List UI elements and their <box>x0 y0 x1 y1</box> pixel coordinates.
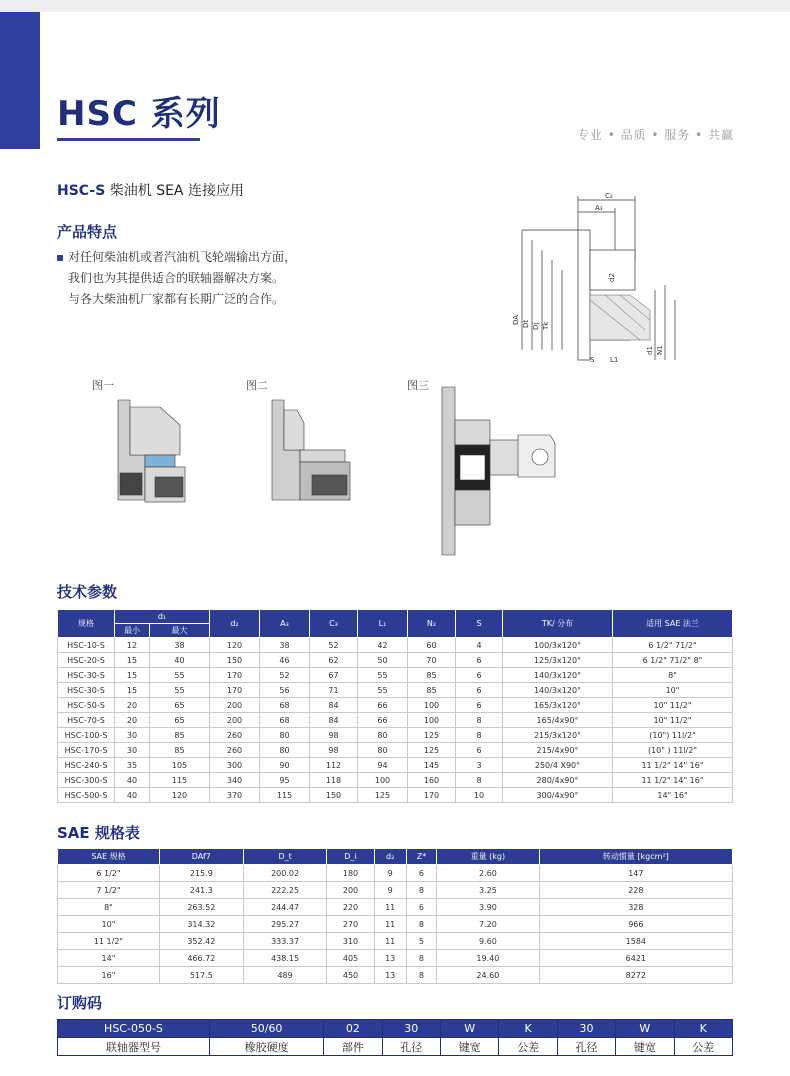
th-tk: TK/ 分布 <box>503 610 613 638</box>
table-cell: 11 <box>374 933 406 950</box>
label-s: S <box>590 356 595 364</box>
subtitle-text: 柴油机 SEA 连接应用 <box>109 183 244 199</box>
table-cell: 14" <box>58 950 160 967</box>
table-cell: 38 <box>150 638 210 653</box>
table-cell: 80 <box>358 728 408 743</box>
table-cell: 68 <box>260 713 310 728</box>
table-cell: 100 <box>358 773 408 788</box>
table-cell: 200 <box>327 882 374 899</box>
top-bar <box>0 0 790 12</box>
table-cell: 3.90 <box>437 899 540 916</box>
table-cell: 52 <box>310 638 358 653</box>
table-cell: 10" <box>58 916 160 933</box>
table-cell: 6421 <box>539 950 732 967</box>
table-cell: 12 <box>115 638 150 653</box>
table-header-cell: d₂ <box>374 849 406 865</box>
table-row <box>58 653 733 668</box>
table-cell: 80 <box>358 743 408 758</box>
th-model: 规格 <box>58 610 115 638</box>
table-cell: 20 <box>115 698 150 713</box>
table-cell: 2.60 <box>437 865 540 882</box>
table-cell: 328 <box>539 899 732 916</box>
table-cell: 65 <box>150 713 210 728</box>
table-cell: 215/3x120° <box>503 728 613 743</box>
order-code-cell: 30 <box>382 1020 440 1038</box>
table-cell: 13 <box>374 950 406 967</box>
label-a3: A₃ <box>595 204 603 212</box>
table-cell: 215.9 <box>159 865 243 882</box>
table-cell: 100 <box>408 698 456 713</box>
table-cell: 105 <box>150 758 210 773</box>
table-cell: 7 1/2" <box>58 882 160 899</box>
table-header-cell: D_i <box>327 849 374 865</box>
table-cell: 300 <box>210 758 260 773</box>
table-row <box>58 758 733 773</box>
table-cell: 241.3 <box>159 882 243 899</box>
table-cell: 98 <box>310 728 358 743</box>
table-cell: 20 <box>115 713 150 728</box>
table-cell: 11 <box>374 916 406 933</box>
th-l1: L₁ <box>358 610 408 638</box>
table-cell: 6 <box>406 899 436 916</box>
label-l1: L1 <box>610 356 619 364</box>
table-cell: HSC-20-S <box>58 653 115 668</box>
table-cell: 7.20 <box>437 916 540 933</box>
table-header-cell: DAf7 <box>159 849 243 865</box>
table-row <box>58 950 733 967</box>
table-cell: 6 <box>456 668 503 683</box>
table-cell: 220 <box>327 899 374 916</box>
th-a3: A₃ <box>260 610 310 638</box>
table-cell: 8" <box>58 899 160 916</box>
table-cell: 98 <box>310 743 358 758</box>
figure-3-drawing <box>430 385 570 560</box>
table-row <box>58 865 733 882</box>
sae-table <box>57 848 733 984</box>
order-label-cell: 公差 <box>674 1038 732 1056</box>
table-cell: 450 <box>327 967 374 984</box>
series-title: HSC 系列 <box>57 94 221 134</box>
order-heading: 订购码 <box>57 994 103 1012</box>
table-cell: 263.52 <box>159 899 243 916</box>
tech-heading: 技术参数 <box>57 583 118 601</box>
subtitle <box>57 180 244 200</box>
table-cell: 62 <box>310 653 358 668</box>
table-cell: 165/3x120° <box>503 698 613 713</box>
table-cell: 11 1/2" 14" 16" <box>613 758 733 773</box>
feature-line: 与各大柴油机厂家都有长期广泛的合作。 <box>68 292 285 306</box>
table-cell: 120 <box>210 638 260 653</box>
table-cell: 60 <box>408 638 456 653</box>
table-cell: 8 <box>456 713 503 728</box>
table-cell: 115 <box>260 788 310 803</box>
table-cell: 6 <box>456 698 503 713</box>
table-cell: HSC-10-S <box>58 638 115 653</box>
table-cell: 30 <box>115 743 150 758</box>
order-label-cell: 孔径 <box>382 1038 440 1056</box>
table-row <box>58 698 733 713</box>
table-row <box>58 668 733 683</box>
table-cell: 115 <box>150 773 210 788</box>
table-cell: 42 <box>358 638 408 653</box>
table-cell: 3 <box>456 758 503 773</box>
table-cell: 517.5 <box>159 967 243 984</box>
table-cell: 200 <box>210 698 260 713</box>
table-cell: 15 <box>115 683 150 698</box>
figure-2-label: 图二 <box>246 379 268 392</box>
table-cell: 125 <box>408 743 456 758</box>
table-cell: HSC-100-S <box>58 728 115 743</box>
bullet-icon <box>57 255 63 261</box>
figure-2-drawing <box>262 395 362 510</box>
table-cell: 85 <box>150 743 210 758</box>
table-cell: 120 <box>150 788 210 803</box>
table-cell: 10" 11/2" <box>613 698 733 713</box>
table-cell: 4 <box>456 638 503 653</box>
th-d1: d₁ <box>115 610 210 624</box>
th-s: S <box>456 610 503 638</box>
table-cell: 314.32 <box>159 916 243 933</box>
th-d2: d₂ <box>210 610 260 638</box>
label-c3: C₃ <box>605 192 613 200</box>
table-cell: 489 <box>243 967 327 984</box>
table-cell: 9.60 <box>437 933 540 950</box>
tech-table <box>57 609 733 803</box>
table-cell: 10" 11/2" <box>613 713 733 728</box>
table-cell: 215/4x90° <box>503 743 613 758</box>
table-cell: HSC-70-S <box>58 713 115 728</box>
table-cell: 150 <box>210 653 260 668</box>
order-label-cell: 孔径 <box>557 1038 615 1056</box>
table-cell: 140/3x120° <box>503 683 613 698</box>
table-cell: 66 <box>358 698 408 713</box>
table-cell: 165/4x90° <box>503 713 613 728</box>
table-cell: 260 <box>210 728 260 743</box>
table-cell: 100 <box>408 713 456 728</box>
table-cell: 84 <box>310 713 358 728</box>
table-cell: 112 <box>310 758 358 773</box>
table-cell: 85 <box>408 668 456 683</box>
table-cell: 55 <box>358 668 408 683</box>
table-cell: 5 <box>406 933 436 950</box>
table-header-cell: 重量 (kg) <box>437 849 540 865</box>
table-cell: 16" <box>58 967 160 984</box>
brand-side-strip <box>0 12 40 149</box>
th-n2: N₂ <box>408 610 456 638</box>
table-cell: 24.60 <box>437 967 540 984</box>
table-cell: 84 <box>310 698 358 713</box>
table-cell: 8" <box>613 668 733 683</box>
table-cell: 280/4x90° <box>503 773 613 788</box>
order-label-cell: 公差 <box>499 1038 557 1056</box>
table-cell: 438.15 <box>243 950 327 967</box>
subtitle-model: HSC-S <box>57 183 106 199</box>
table-cell: 6 1/2" 71/2" 8" <box>613 653 733 668</box>
order-code-cell: 50/60 <box>209 1020 323 1038</box>
table-cell: 352.42 <box>159 933 243 950</box>
table-cell: 38 <box>260 638 310 653</box>
table-header-cell: D_t <box>243 849 327 865</box>
table-cell: 6 <box>456 743 503 758</box>
table-cell: 260 <box>210 743 260 758</box>
table-cell: HSC-170-S <box>58 743 115 758</box>
table-cell: HSC-50-S <box>58 698 115 713</box>
table-cell: 8 <box>456 773 503 788</box>
order-label-cell: 键宽 <box>616 1038 674 1056</box>
table-cell: 55 <box>150 668 210 683</box>
slogan: 专业 • 品质 • 服务 • 共赢 <box>576 128 734 142</box>
table-cell: 14" 16" <box>613 788 733 803</box>
table-cell: 15 <box>115 668 150 683</box>
table-row <box>58 773 733 788</box>
th-c3: C₃ <box>310 610 358 638</box>
table-cell: 100/3x120° <box>503 638 613 653</box>
table-cell: 125 <box>358 788 408 803</box>
order-code-table <box>57 1019 733 1056</box>
table-cell: 90 <box>260 758 310 773</box>
order-label-cell: 键宽 <box>441 1038 499 1056</box>
feature-line: 对任何柴油机或者汽油机飞轮端输出方面， <box>68 250 297 264</box>
label-d1: d1 <box>646 346 654 355</box>
table-cell: 370 <box>210 788 260 803</box>
sae-heading: SAE 规格表 <box>57 824 140 842</box>
table-cell: 222.25 <box>243 882 327 899</box>
table-row <box>58 967 733 984</box>
title-underline <box>57 138 200 141</box>
table-cell: 300/4x90° <box>503 788 613 803</box>
table-cell: 340 <box>210 773 260 788</box>
table-cell: 40 <box>115 788 150 803</box>
table-row <box>58 713 733 728</box>
table-cell: HSC-300-S <box>58 773 115 788</box>
table-cell: 11 <box>374 899 406 916</box>
table-cell: 40 <box>150 653 210 668</box>
table-cell: 11 1/2" <box>58 933 160 950</box>
table-row <box>58 683 733 698</box>
table-cell: 40 <box>115 773 150 788</box>
table-cell: 80 <box>260 743 310 758</box>
table-cell: 3.25 <box>437 882 540 899</box>
table-cell: 180 <box>327 865 374 882</box>
th-d1-min: 最小 <box>115 624 150 638</box>
table-row <box>58 916 733 933</box>
table-cell: 310 <box>327 933 374 950</box>
table-cell: 15 <box>115 653 150 668</box>
table-cell: 80 <box>260 728 310 743</box>
table-cell: 9 <box>374 865 406 882</box>
table-cell: 8272 <box>539 967 732 984</box>
table-cell: HSC-500-S <box>58 788 115 803</box>
table-cell: HSC-30-S <box>58 668 115 683</box>
table-cell: 19.40 <box>437 950 540 967</box>
table-cell: 94 <box>358 758 408 773</box>
table-cell: 466.72 <box>159 950 243 967</box>
table-row <box>58 899 733 916</box>
table-cell: 66 <box>358 713 408 728</box>
table-cell: HSC-30-S <box>58 683 115 698</box>
table-cell: 67 <box>310 668 358 683</box>
dimension-diagram <box>510 190 690 370</box>
table-cell: 85 <box>150 728 210 743</box>
table-cell: 270 <box>327 916 374 933</box>
table-cell: 10 <box>456 788 503 803</box>
table-cell: 13 <box>374 967 406 984</box>
table-cell: 8 <box>406 950 436 967</box>
table-header-cell: Z* <box>406 849 436 865</box>
table-cell: 160 <box>408 773 456 788</box>
table-row <box>58 728 733 743</box>
table-cell: 150 <box>310 788 358 803</box>
table-cell: 71 <box>310 683 358 698</box>
table-cell: (10") 11l/2" <box>613 728 733 743</box>
order-code-cell: K <box>674 1020 732 1038</box>
features-text <box>57 247 296 310</box>
table-cell: 8 <box>406 916 436 933</box>
order-label-cell: 橡胶硬度 <box>209 1038 323 1056</box>
table-cell: 8 <box>456 728 503 743</box>
label-dt: Dt <box>522 319 530 328</box>
table-cell: 56 <box>260 683 310 698</box>
table-cell: 6 1/2" 71/2" <box>613 638 733 653</box>
order-label-cell: 部件 <box>324 1038 382 1056</box>
table-cell: 1584 <box>539 933 732 950</box>
table-cell: 140/3x120° <box>503 668 613 683</box>
table-cell: 8 <box>406 882 436 899</box>
table-cell: 55 <box>150 683 210 698</box>
table-cell: 6 <box>406 865 436 882</box>
table-cell: 145 <box>408 758 456 773</box>
table-cell: 68 <box>260 698 310 713</box>
table-cell: 170 <box>210 683 260 698</box>
table-cell: 52 <box>260 668 310 683</box>
table-cell: 9 <box>374 882 406 899</box>
table-cell: 6 1/2" <box>58 865 160 882</box>
table-row <box>58 788 733 803</box>
order-code-cell: K <box>499 1020 557 1038</box>
table-cell: 405 <box>327 950 374 967</box>
figure-3-label: 图三 <box>407 379 429 392</box>
table-cell: 200 <box>210 713 260 728</box>
table-cell: 244.47 <box>243 899 327 916</box>
table-header-cell: SAE 规格 <box>58 849 160 865</box>
table-cell: 125 <box>408 728 456 743</box>
feature-line: 我们也为其提供适合的联轴器解决方案。 <box>68 271 285 285</box>
table-cell: HSC-240-S <box>58 758 115 773</box>
table-cell: 200.02 <box>243 865 327 882</box>
order-code-cell: W <box>441 1020 499 1038</box>
label-da: DA <box>512 314 520 325</box>
table-cell: 35 <box>115 758 150 773</box>
table-cell: 55 <box>358 683 408 698</box>
table-cell: 85 <box>408 683 456 698</box>
table-cell: 30 <box>115 728 150 743</box>
table-cell: 125/3x120° <box>503 653 613 668</box>
table-cell: 11 1/2" 14" 16" <box>613 773 733 788</box>
table-row <box>58 933 733 950</box>
label-dj: Dj <box>532 322 540 330</box>
table-cell: 966 <box>539 916 732 933</box>
table-cell: 170 <box>408 788 456 803</box>
table-cell: 147 <box>539 865 732 882</box>
table-row <box>58 638 733 653</box>
order-code-cell: W <box>616 1020 674 1038</box>
table-cell: 50 <box>358 653 408 668</box>
table-cell: 228 <box>539 882 732 899</box>
table-header-cell: 转动惯量 [kgcm²] <box>539 849 732 865</box>
table-cell: 8 <box>406 967 436 984</box>
table-cell: 70 <box>408 653 456 668</box>
order-code-cell: 02 <box>324 1020 382 1038</box>
label-tk: Tk <box>542 321 550 330</box>
table-cell: 333.37 <box>243 933 327 950</box>
order-code-cell: HSC-050-S <box>58 1020 210 1038</box>
table-cell: 118 <box>310 773 358 788</box>
label-n1: N1 <box>656 345 664 355</box>
order-label-cell: 联轴器型号 <box>58 1038 210 1056</box>
table-cell: (10" ) 11l/2" <box>613 743 733 758</box>
figure-1-drawing <box>100 395 200 510</box>
table-cell: 6 <box>456 683 503 698</box>
features-heading: 产品特点 <box>57 223 118 241</box>
order-code-cell: 30 <box>557 1020 615 1038</box>
th-sae: 适用 SAE 法兰 <box>613 610 733 638</box>
table-cell: 10" <box>613 683 733 698</box>
figure-1-label: 图一 <box>92 379 114 392</box>
table-cell: 250/4 X90° <box>503 758 613 773</box>
table-cell: 295.27 <box>243 916 327 933</box>
table-cell: 170 <box>210 668 260 683</box>
table-cell: 46 <box>260 653 310 668</box>
table-cell: 65 <box>150 698 210 713</box>
label-d2: d2 <box>608 273 616 282</box>
th-d1-max: 最大 <box>150 624 210 638</box>
table-row <box>58 743 733 758</box>
table-cell: 6 <box>456 653 503 668</box>
table-row <box>58 882 733 899</box>
table-cell: 95 <box>260 773 310 788</box>
